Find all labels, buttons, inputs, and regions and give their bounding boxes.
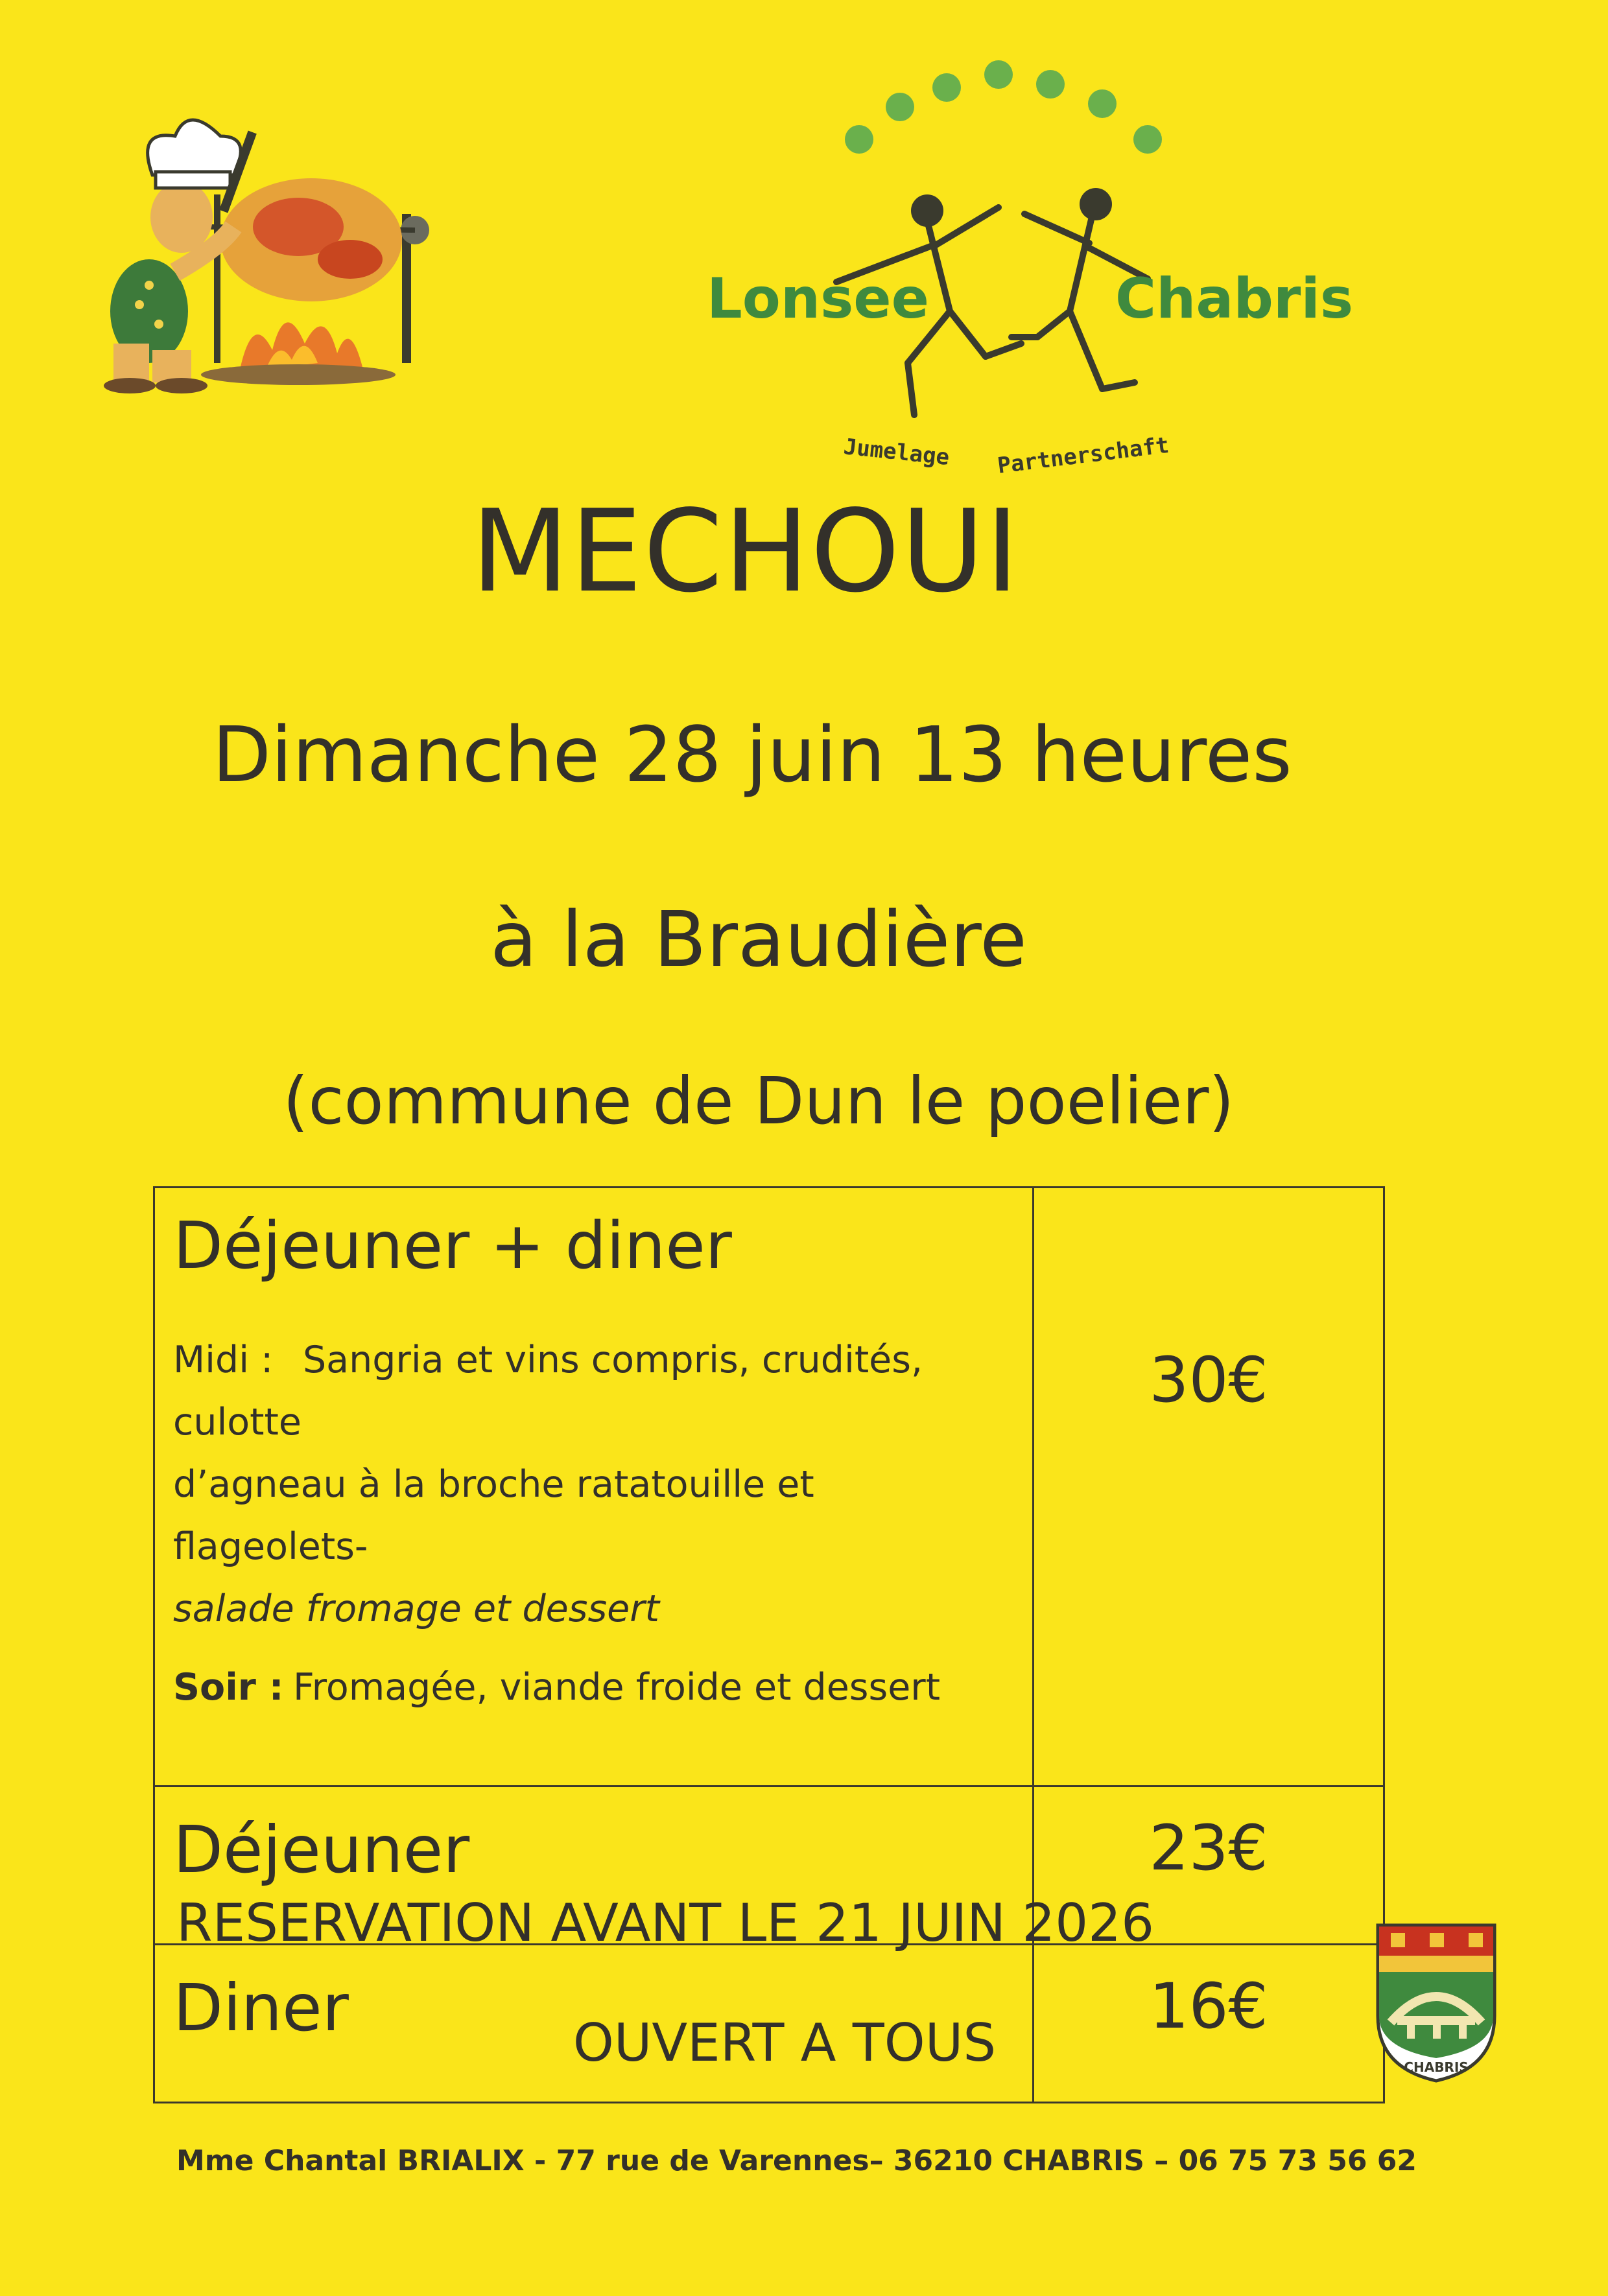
formula-description [154,1188,1034,1786]
chef-roasting-lamb-icon [78,65,467,402]
midi-text-line-1: Sangria et vins compris, crudités, culotte [173,1339,923,1444]
svg-text:CHABRIS: CHABRIS [1404,2059,1469,2075]
lunch-label: Déjeuner [154,1786,1034,1945]
midi-label: Midi : [173,1339,274,1381]
soir-label: Soir : [173,1666,284,1709]
chabris-coat-of-arms-icon [1371,1919,1501,2087]
dinner-price: 16€ [1034,1945,1384,2103]
formula-price: 30€ [1034,1188,1384,1786]
event-title: MECHOUI [471,486,1021,618]
price-table [153,1186,1385,2103]
open-to-all: OUVERT A TOUS [573,2013,997,2073]
event-place: à la Braudière [490,895,1027,984]
event-date: Dimanche 28 juin 13 heures [212,710,1292,799]
formula-title: Déjeuner + diner [173,1208,732,1283]
svg-text:Partnerschaft: Partnerschaft [996,432,1171,479]
midi-text-line-2: d’agneau à la broche ratatouille et flageolets- [173,1463,814,1568]
lonsee-chabris-twinning-logo [687,52,1375,506]
table-row-formula [154,1188,1384,1786]
lunch-price: 23€ [1034,1786,1384,1945]
svg-text:Chabris: Chabris [1115,266,1354,331]
svg-text:Jumelage: Jumelage [842,434,951,471]
event-commune: (commune de Dun le poelier) [283,1063,1235,1139]
soir-text: Fromagée, viande froide et dessert [293,1666,941,1709]
svg-text:Lonsee: Lonsee [707,266,929,331]
contact-info: Mme Chantal BRIALIX - 77 rue de Varennes– 36210 CHABRIS – 06 75 73 56 62 [176,2144,1417,2177]
dinner-label: Diner [154,1945,1034,2103]
reservation-deadline: RESERVATION AVANT LE 21 JUIN 2026 [176,1893,1154,1953]
midi-text-line-3: salade fromage et dessert [173,1587,659,1630]
